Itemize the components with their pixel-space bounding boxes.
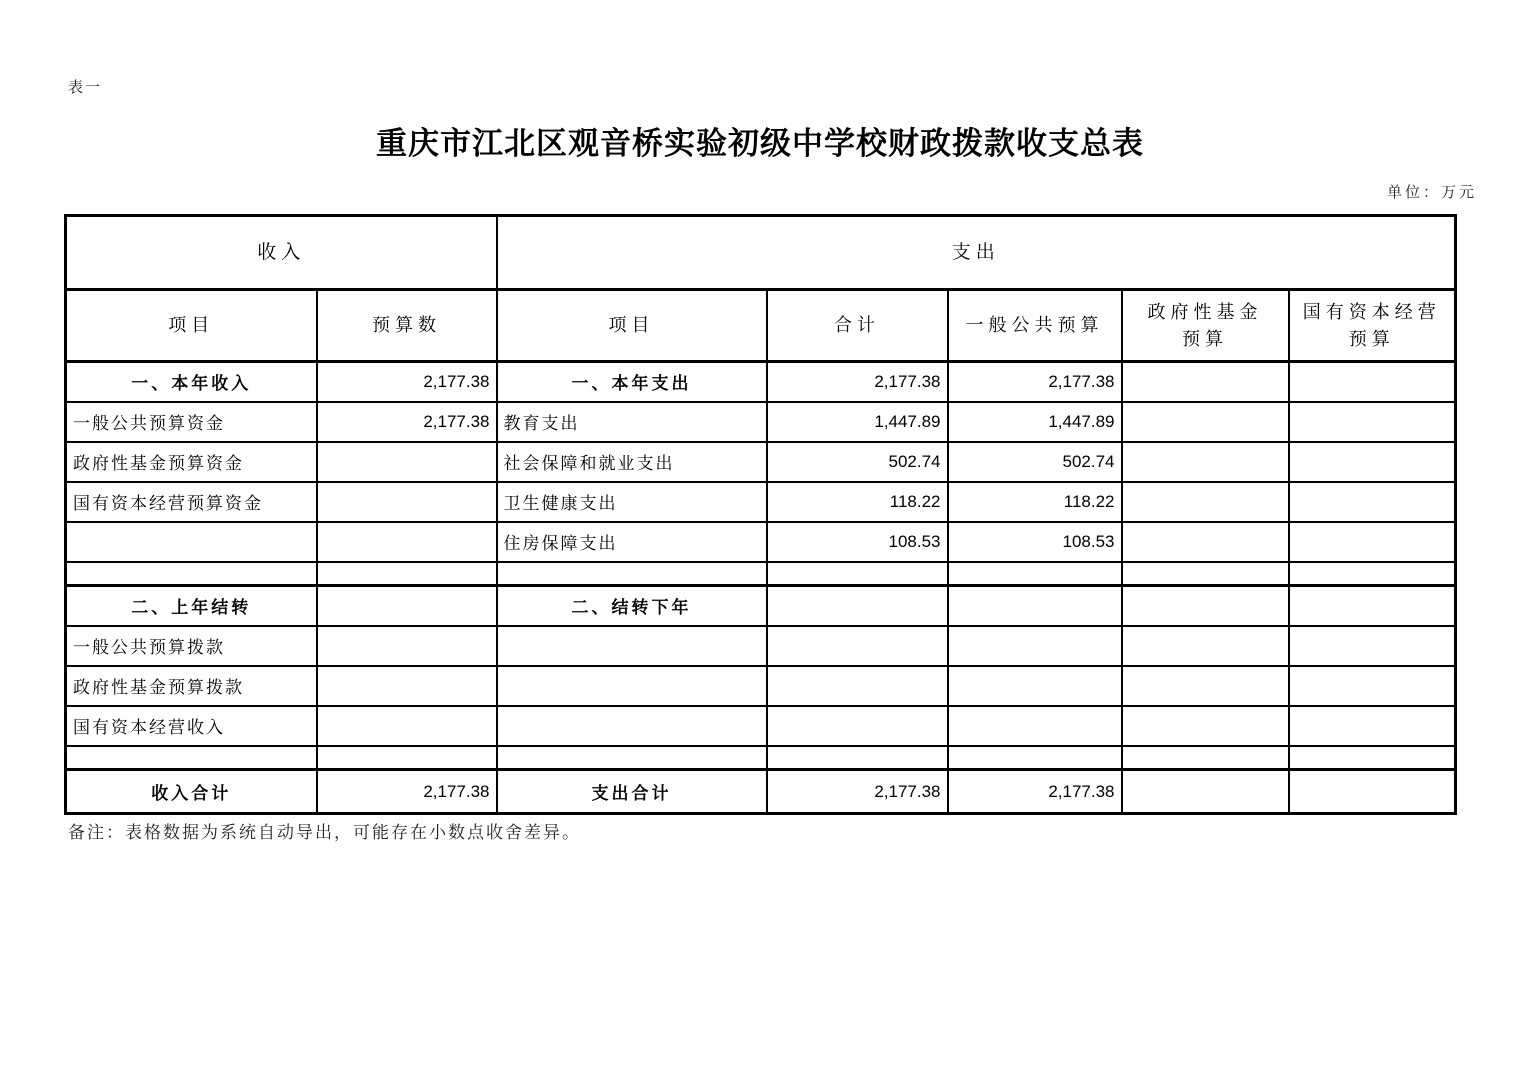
label-cell: 一般公共预算资金 — [66, 402, 317, 442]
label-cell — [948, 746, 1122, 770]
label-cell: 一般公共预算拨款 — [66, 626, 317, 666]
label-cell: 国有资本经营预算资金 — [66, 482, 317, 522]
table-row — [66, 482, 1456, 522]
label-cell — [66, 746, 317, 770]
amount-cell: 2,177.38 — [948, 362, 1122, 402]
label-cell — [317, 482, 497, 522]
column-header-general-public-budget: 一般公共预算 — [948, 290, 1122, 362]
label-cell — [317, 442, 497, 482]
label-cell: 一、本年收入 — [66, 362, 317, 402]
page-title: 重庆市江北区观音桥实验初级中学校财政拨款收支总表 — [376, 126, 1144, 161]
label-cell — [1122, 442, 1289, 482]
label-cell: 政府性基金预算拨款 — [66, 666, 317, 706]
label-cell — [1122, 586, 1289, 626]
label-cell — [1289, 626, 1456, 666]
label-cell — [1122, 770, 1289, 814]
label-cell: 支出合计 — [497, 770, 767, 814]
table-row — [66, 562, 1456, 586]
column-header-government-fund-budget: 政府性基金 预算 — [1122, 290, 1289, 362]
label-cell — [66, 522, 317, 562]
label-cell — [1122, 482, 1289, 522]
budget-table — [64, 214, 1457, 815]
table-tag: 表一 — [68, 80, 103, 96]
amount-cell: 2,177.38 — [767, 362, 948, 402]
label-cell — [1122, 626, 1289, 666]
table-row — [66, 770, 1456, 814]
label-cell — [497, 626, 767, 666]
table-row — [66, 666, 1456, 706]
label-cell — [767, 626, 948, 666]
amount-cell: 1,447.89 — [767, 402, 948, 442]
label-cell — [66, 562, 317, 586]
label-cell — [497, 562, 767, 586]
label-cell — [767, 746, 948, 770]
amount-cell: 502.74 — [767, 442, 948, 482]
label-cell: 收入合计 — [66, 770, 317, 814]
table-row — [66, 586, 1456, 626]
label-cell: 卫生健康支出 — [497, 482, 767, 522]
label-cell: 住房保障支出 — [497, 522, 767, 562]
table-header — [66, 216, 1456, 362]
label-cell — [1289, 522, 1456, 562]
label-cell — [1289, 402, 1456, 442]
label-cell — [497, 706, 767, 746]
label-cell: 社会保障和就业支出 — [497, 442, 767, 482]
amount-cell: 118.22 — [767, 482, 948, 522]
amount-cell: 2,177.38 — [317, 362, 497, 402]
table-body — [66, 362, 1456, 814]
label-cell: 二、结转下年 — [497, 586, 767, 626]
label-cell — [1122, 522, 1289, 562]
amount-cell: 2,177.38 — [317, 770, 497, 814]
label-cell — [1289, 482, 1456, 522]
label-cell — [1289, 770, 1456, 814]
amount-cell: 2,177.38 — [317, 402, 497, 442]
label-cell — [1289, 362, 1456, 402]
label-cell — [767, 706, 948, 746]
table-row — [66, 402, 1456, 442]
label-cell: 二、上年结转 — [66, 586, 317, 626]
label-cell — [767, 586, 948, 626]
label-cell — [948, 626, 1122, 666]
column-header-state-capital-budget: 国有资本经营 预算 — [1289, 290, 1456, 362]
amount-cell: 2,177.38 — [948, 770, 1122, 814]
label-cell — [497, 666, 767, 706]
label-cell — [767, 562, 948, 586]
label-cell — [1122, 706, 1289, 746]
footnote: 备注：表格数据为系统自动导出，可能存在小数点收舍差异。 — [68, 823, 581, 842]
label-cell — [1122, 402, 1289, 442]
label-cell — [948, 586, 1122, 626]
label-cell — [1289, 746, 1456, 770]
amount-cell: 108.53 — [767, 522, 948, 562]
label-cell — [1289, 706, 1456, 746]
column-header-expenditure-item: 项目 — [497, 290, 767, 362]
amount-cell: 2,177.38 — [767, 770, 948, 814]
column-header-total: 合计 — [767, 290, 948, 362]
label-cell: 国有资本经营收入 — [66, 706, 317, 746]
label-cell — [1289, 562, 1456, 586]
label-cell — [1289, 586, 1456, 626]
label-cell — [317, 666, 497, 706]
column-header-income-item: 项目 — [66, 290, 317, 362]
label-cell — [317, 706, 497, 746]
label-cell: 政府性基金预算资金 — [66, 442, 317, 482]
table-row — [66, 442, 1456, 482]
amount-cell: 502.74 — [948, 442, 1122, 482]
table-row — [66, 746, 1456, 770]
amount-cell: 108.53 — [948, 522, 1122, 562]
label-cell — [767, 666, 948, 706]
label-cell: 教育支出 — [497, 402, 767, 442]
amount-cell: 118.22 — [948, 482, 1122, 522]
label-cell — [1289, 666, 1456, 706]
label-cell — [1122, 562, 1289, 586]
label-cell — [1122, 362, 1289, 402]
table-row — [66, 626, 1456, 666]
label-cell — [948, 706, 1122, 746]
label-cell — [1122, 666, 1289, 706]
label-cell — [948, 562, 1122, 586]
label-cell — [317, 626, 497, 666]
label-cell — [948, 666, 1122, 706]
label-cell — [317, 746, 497, 770]
label-cell — [1289, 442, 1456, 482]
label-cell — [317, 522, 497, 562]
table-row — [66, 522, 1456, 562]
table-row — [66, 706, 1456, 746]
table-row — [66, 362, 1456, 402]
label-cell — [317, 562, 497, 586]
income-group-header: 收入 — [66, 216, 497, 290]
label-cell: 一、本年支出 — [497, 362, 767, 402]
label-cell — [1122, 746, 1289, 770]
label-cell — [317, 586, 497, 626]
column-header-row — [66, 290, 1456, 362]
column-header-budget-amount: 预算数 — [317, 290, 497, 362]
amount-cell: 1,447.89 — [948, 402, 1122, 442]
label-cell — [497, 746, 767, 770]
unit-label: 单位：万元 — [1386, 185, 1477, 201]
group-header-row — [66, 216, 1456, 290]
expenditure-group-header: 支出 — [497, 216, 1456, 290]
